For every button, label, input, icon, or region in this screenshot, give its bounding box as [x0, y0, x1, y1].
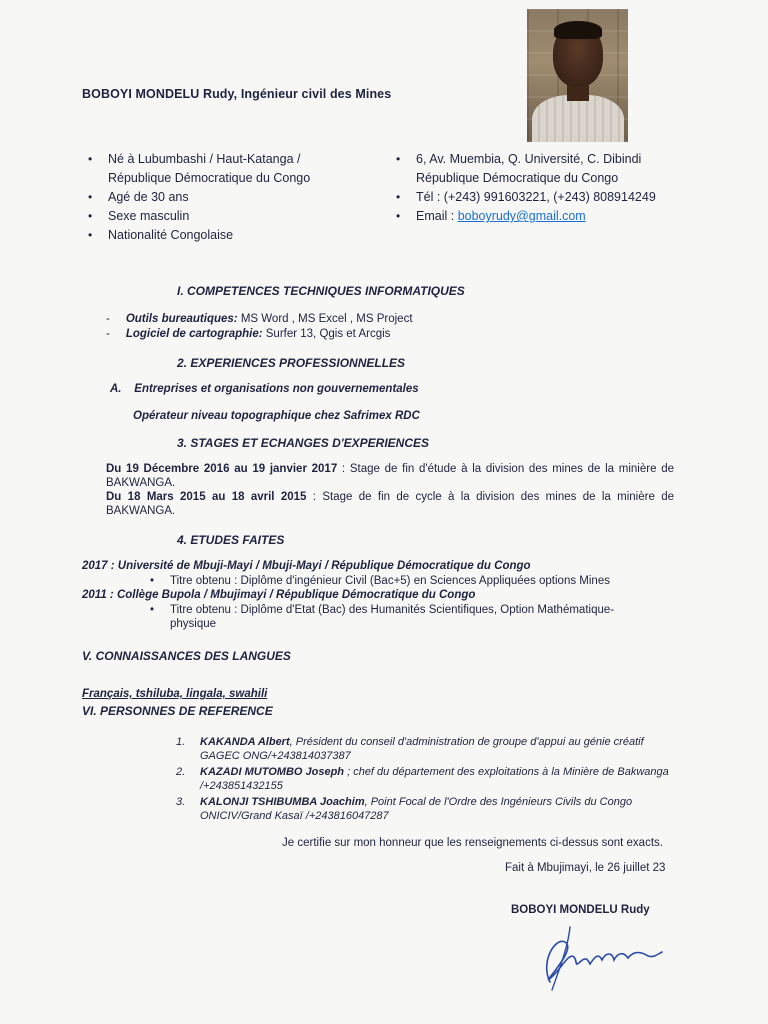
place-and-date: Fait à Mbujimayi, le 26 juillet 23: [505, 862, 666, 874]
study-school-2: 2011 : Collège Bupola / Mbujimayi / République Démocratique du Congo: [82, 589, 476, 601]
skill-mapping: - Logiciel de cartographie: Surfer 13, Qgis et Arcgis: [106, 328, 391, 340]
address: • 6, Av. Muembia, Q. Université, C. Dibindi République Démocratique du Congo: [390, 150, 710, 188]
study-detail-1: • Titre obtenu : Diplôme d'ingénieur Civil (Bac+5) en Sciences Appliquées options Mines: [150, 574, 610, 587]
experience-job: Opérateur niveau topographique chez Safrimex RDC: [133, 410, 420, 422]
certification-statement: Je certifie sur mon honneur que les renseignements ci-dessus sont exacts.: [282, 837, 663, 849]
internship-2: Du 18 Mars 2015 au 18 avril 2015 : Stage de fin de cycle à la division des mines de la minière de BAKWANGA.: [106, 491, 674, 517]
reference-2: 2. KAZADI MUTOMBO Joseph ; chef du département des exploitations à la Minière de Bakwanga /+243851432155: [176, 766, 669, 792]
email-link[interactable]: boboyrudy@gmail.com: [457, 209, 586, 223]
section-heading-studies: 4. ETUDES FAITES: [177, 533, 285, 547]
birthplace-line2: République Démocratique du Congo: [108, 171, 311, 185]
email-line: [390, 207, 710, 226]
address-country: République Démocratique du Congo: [416, 171, 619, 185]
section-heading-experience: 2. EXPERIENCES PROFESSIONNELLES: [177, 356, 406, 370]
age: • Agé de 30 ans: [82, 188, 382, 207]
study-school-1: 2017 : Université de Mbuji-Mayi / Mbuji-Mayi / République Démocratique du Congo: [82, 560, 531, 572]
email-label: Email :: [416, 209, 458, 223]
phone: • Tél : (+243) 991603221, (+243) 808914249: [390, 188, 710, 207]
nationality: • Nationalité Congolaise: [82, 226, 382, 245]
gender: • Sexe masculin: [82, 207, 382, 226]
section-heading-skills: I. COMPETENCES TECHNIQUES INFORMATIQUES: [177, 284, 465, 298]
profile-photo: [527, 9, 628, 142]
cv-title: [82, 87, 391, 101]
studies-list: [82, 559, 682, 632]
internship-1: Du 19 Décembre 2016 au 19 janvier 2017 : Stage de fin d'étude à la division des mines de la minière de BAKWANGA.: [106, 463, 674, 489]
reference-3: 3. KALONJI TSHIBUMBA Joachim, Point Focal de l'Ordre des Ingénieurs Civils du Congo ONICIV/Grand Kasaï /+243816047287: [176, 796, 633, 822]
skill-office: - Outils bureautiques: MS Word , MS Excel , MS Project: [106, 313, 413, 325]
section-heading-languages: V. CONNAISSANCES DES LANGUES: [82, 649, 291, 663]
handwritten-signature: [530, 922, 670, 992]
personal-info-left: [82, 150, 382, 245]
study-detail-2: • Titre obtenu : Diplôme d'Etat (Bac) des Humanités Scientifiques, Option Mathématique-physique: [150, 603, 615, 630]
experience-subheading: A. Entreprises et organisations non gouvernementales: [110, 383, 419, 395]
internships-list: [106, 462, 674, 518]
birthplace-line1: • Né à Lubumbashi / Haut-Katanga / République Démocratique du Congo: [82, 150, 382, 188]
skills-list: [106, 312, 413, 342]
candidate-name: BOBOYI MONDELU Rudy: [82, 87, 234, 101]
references-list: [176, 735, 676, 823]
personal-info-right: [390, 150, 710, 226]
section-heading-internships: 3. STAGES ET ECHANGES D'EXPERIENCES: [177, 436, 430, 450]
candidate-profession: , Ingénieur civil des Mines: [233, 87, 392, 101]
reference-1: 1. KAKANDA Albert, Président du conseil d'administration de groupe d'appui au génie créatif GAGEC ONG/+243814037387: [176, 736, 644, 762]
section-heading-references: VI. PERSONNES DE REFERENCE: [82, 704, 273, 718]
signatory-name: BOBOYI MONDELU Rudy: [511, 904, 650, 916]
languages-list: Français, tshiluba, lingala, swahili: [82, 688, 268, 700]
